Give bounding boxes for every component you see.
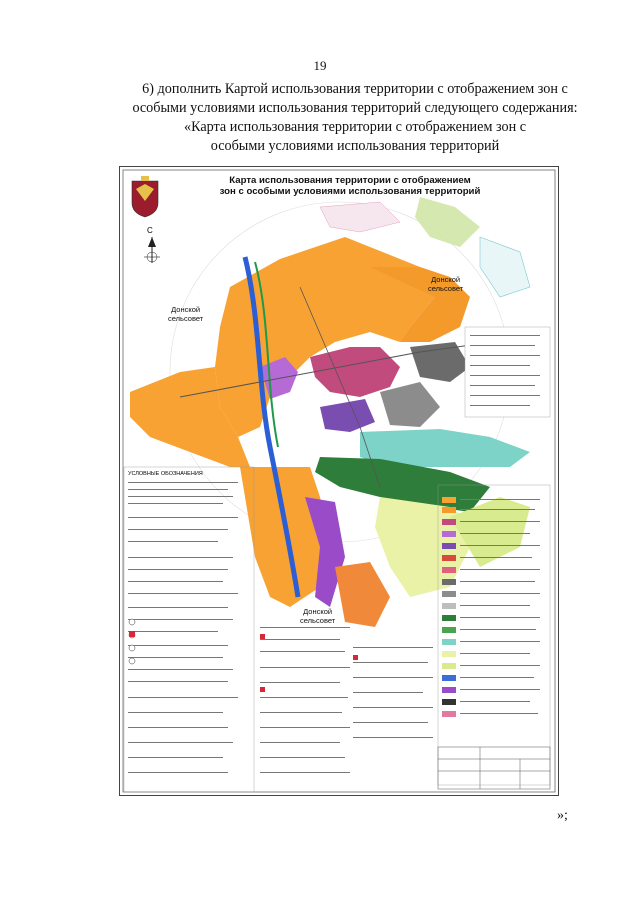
place-label-left-text: Донской сельсовет [168,305,204,323]
coat-of-arms [132,176,158,217]
land-use-map [119,166,559,796]
map-graphic [120,167,558,795]
intro-paragraph: 6) дополнить Картой использования территории с отображением зон с особыми условиями использования территорий следующего содержания: [132,81,578,116]
map-title-line2: зон с особыми условиями использования территорий [219,186,481,197]
closing-quote: »; [557,808,568,823]
title-block [438,747,550,789]
document-text [120,80,590,156]
legend-left [124,467,254,792]
legend-middle [260,627,433,773]
north-label: С [147,226,153,235]
place-label-bottom-text: Донской сельсовет [300,607,336,625]
map-title-line1: Карта использования территории с отображением [229,175,471,186]
legend-heading: УСЛОВНЫЕ ОБОЗНАЧЕНИЯ [128,471,203,477]
page-number: 19 [313,58,327,73]
north-arrow-icon [144,237,160,263]
map-title [210,175,490,197]
quoted-map-title: «Карта использования территории с отображением зон с особыми условиями использования территорий [183,119,527,154]
legend-special-zones [465,327,550,417]
place-label-right-text: Донской сельсовет [428,275,464,293]
